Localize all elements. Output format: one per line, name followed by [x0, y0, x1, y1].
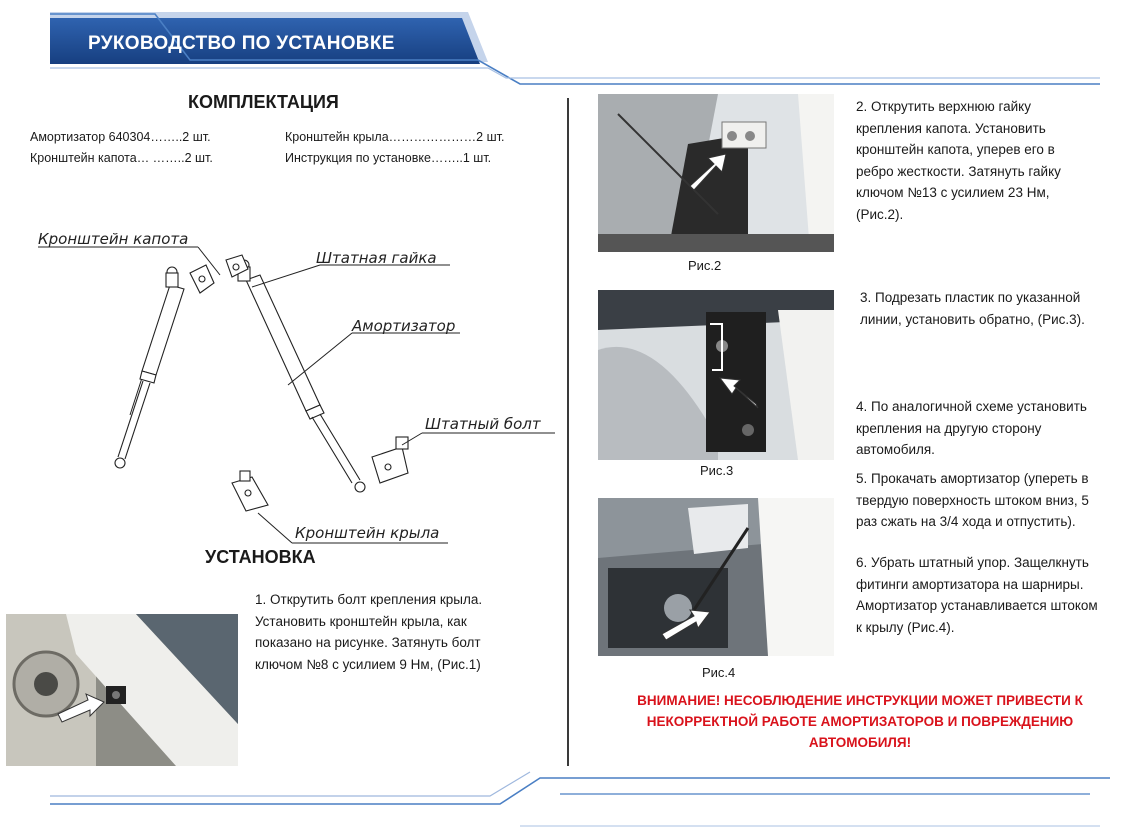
kit-heading: КОМПЛЕКТАЦИЯ: [188, 92, 339, 112]
step-6-text: 6. Убрать штатный упор. Защелкнуть фитинги амортизатора на шарниры. Амортизатор устанавливается штоком к крылу (Рис.4).: [856, 555, 1098, 635]
diagram-label-wing-bracket: Кронштейн крыла: [295, 524, 440, 542]
warning-text: ВНИМАНИЕ! НЕСОБЛЮДЕНИЕ ИНСТРУКЦИИ МОЖЕТ ПРИВЕСТИ К НЕКОРРЕКТНОЙ РАБОТЕ АМОРТИЗАТОРОВ И ПОВРЕЖДЕНИЮ АВТОМОБИЛЯ!: [637, 693, 1083, 750]
install-heading: УСТАНОВКА: [205, 547, 316, 567]
diagram-label-hood-bracket: Кронштейн капота: [38, 230, 189, 248]
step-4-text: 4. По аналогичной схеме установить крепления на другую сторону автомобиля.: [856, 399, 1087, 457]
diagram-label-bolt: Штатный болт: [425, 415, 541, 433]
kit-item: Кронштейн крыла…………………2 шт.: [285, 130, 505, 144]
wing-bracket: [232, 471, 268, 511]
diagram-label-shock: Амортизатор: [352, 317, 456, 335]
photo-fig3: [598, 290, 834, 460]
diagram-label-nut: Штатная гайка: [316, 249, 437, 267]
page-title: РУКОВОДСТВО ПО УСТАНОВКЕ: [88, 33, 395, 54]
fig3-caption: Рис.3: [700, 463, 734, 478]
column-divider: [567, 98, 569, 766]
kit-item: Кронштейн капота… ……..2 шт.: [30, 151, 213, 165]
step-3-text: 3. Подрезать пластик по указанной линии, установить обратно, (Рис.3).: [860, 290, 1085, 327]
fig4-caption: Рис.4: [702, 665, 736, 680]
step-2-text: 2. Открутить верхнюю гайку крепления капота. Установить кронштейн капота, уперев его в ребро жесткости. Затянуть гайку ключом №13 с усилием 23 Нм, (Рис.2).: [856, 99, 1061, 222]
photo-fig2: [598, 94, 834, 252]
photo-fig4: [598, 498, 834, 656]
step-1-text: 1. Открутить болт крепления крыла. Установить кронштейн крыла, как показано на рисунке. Затянуть болт ключом №8 с усилием 9 Нм, (Рис.1): [255, 592, 483, 672]
fig2-caption: Рис.2: [688, 258, 722, 273]
footer-lines: [0, 770, 1144, 834]
step-5-text: 5. Прокачать амортизатор (упереть в твердую поверхность штоком вниз, 5 раз сжать на 3/4 хода и отпустить).: [856, 471, 1089, 529]
shock-absorber-left: [115, 267, 184, 468]
bolt-bracket: [372, 437, 408, 483]
kit-item: Амортизатор 640304……..2 шт.: [30, 130, 211, 144]
kit-item: Инструкция по установке……..1 шт.: [285, 151, 492, 165]
photo-fig1: [6, 614, 238, 766]
shock-absorber-diagram: [30, 225, 560, 550]
shock-absorber-right: [238, 260, 365, 492]
